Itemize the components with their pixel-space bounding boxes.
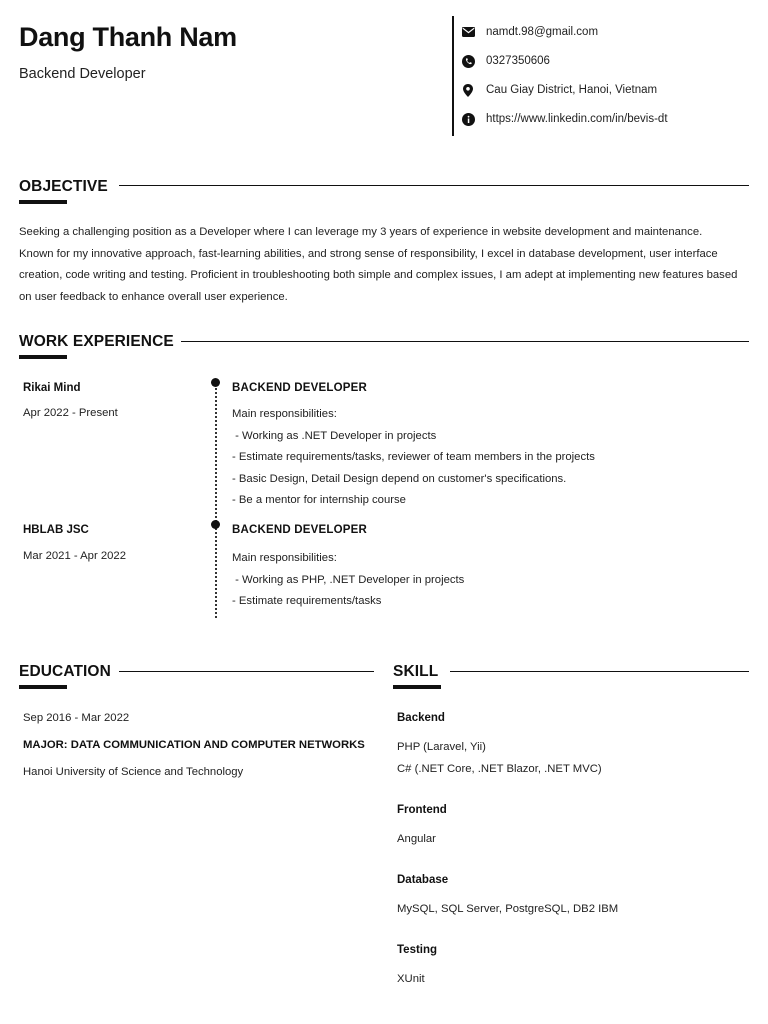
education-major: MAJOR: DATA COMMUNICATION AND COMPUTER NETWORKS: [23, 739, 365, 751]
skill-category: Frontend: [397, 804, 447, 816]
contact-location: [460, 81, 657, 99]
contact-phone-text: 0327350606: [486, 55, 550, 67]
job-responsibilities: Main responsibilities: - Working as .NET Developer in projects - Estimate requirements/tasks, reviewer of team members in the projects - Basic Design, Detail Design depend on customer's specifications. - Be a mentor for internship course: [232, 408, 595, 506]
job-company: Rikai Mind: [23, 382, 81, 394]
skill-category: Database: [397, 874, 449, 886]
education-school: Hanoi University of Science and Technology: [23, 766, 244, 778]
skill-category: Testing: [397, 944, 438, 956]
candidate-role: Backend Developer: [19, 66, 146, 82]
work-underline: [19, 355, 67, 359]
skill-items: XUnit: [397, 973, 425, 985]
job-company: HBLAB JSC: [23, 524, 89, 536]
skill-items: MySQL, SQL Server, PostgreSQL, DB2 IBM: [397, 903, 619, 915]
skill-underline: [393, 685, 441, 689]
education-underline: [19, 685, 67, 689]
job-position: BACKEND DEVELOPER: [232, 524, 368, 536]
timeline-dot: [211, 520, 220, 529]
contact-email-text: namdt.98@gmail.com: [486, 26, 599, 38]
job-responsibilities: Main responsibilities: - Working as PHP, .NET Developer in projects - Estimate requirements/tasks: [232, 552, 465, 607]
location-pin-icon: [460, 82, 476, 98]
objective-heading: OBJECTIVE: [19, 178, 108, 195]
skill-items: PHP (Laravel, Yii) C# (.NET Core, .NET Blazor, .NET MVC): [397, 741, 602, 775]
education-dates: Sep 2016 - Mar 2022: [23, 712, 130, 724]
job-dates: Apr 2022 - Present: [23, 407, 118, 419]
contact-phone[interactable]: [460, 52, 550, 70]
contact-linkedin-text: https://www.linkedin.com/in/bevis-dt: [486, 113, 668, 125]
work-timeline: [215, 384, 217, 618]
job-dates: Mar 2021 - Apr 2022: [23, 550, 126, 562]
contact-linkedin[interactable]: [460, 110, 668, 128]
timeline-dot: [211, 378, 220, 387]
objective-divider: [119, 185, 749, 186]
work-divider: [181, 341, 749, 342]
job-position: BACKEND DEVELOPER: [232, 382, 368, 394]
phone-icon: [460, 53, 476, 69]
info-icon: [460, 111, 476, 127]
skill-heading: SKILL: [393, 663, 439, 680]
work-heading: WORK EXPERIENCE: [19, 333, 174, 350]
envelope-icon: [460, 24, 476, 40]
objective-text: Seeking a challenging position as a Developer where I can leverage my 3 years of experience in website development and maintenance. Known for my innovative approach, fast-learning abilities, and strong sense of responsibility, I excel in database development, user interface creation, code writing and testing. Proficient in troubleshooting both simple and complex issues, I am adept at implementing new features based on user feedback to enhance overall user experience.: [19, 226, 738, 303]
education-heading: EDUCATION: [19, 663, 111, 680]
contact-block: [452, 16, 752, 136]
objective-underline: [19, 200, 67, 204]
education-divider: [119, 671, 374, 672]
skill-divider: [450, 671, 749, 672]
contact-email[interactable]: [460, 23, 598, 41]
contact-location-text: Cau Giay District, Hanoi, Vietnam: [486, 84, 658, 96]
candidate-name: Dang Thanh Nam: [19, 22, 237, 52]
skill-category: Backend: [397, 712, 445, 724]
skill-items: Angular: [397, 833, 436, 845]
